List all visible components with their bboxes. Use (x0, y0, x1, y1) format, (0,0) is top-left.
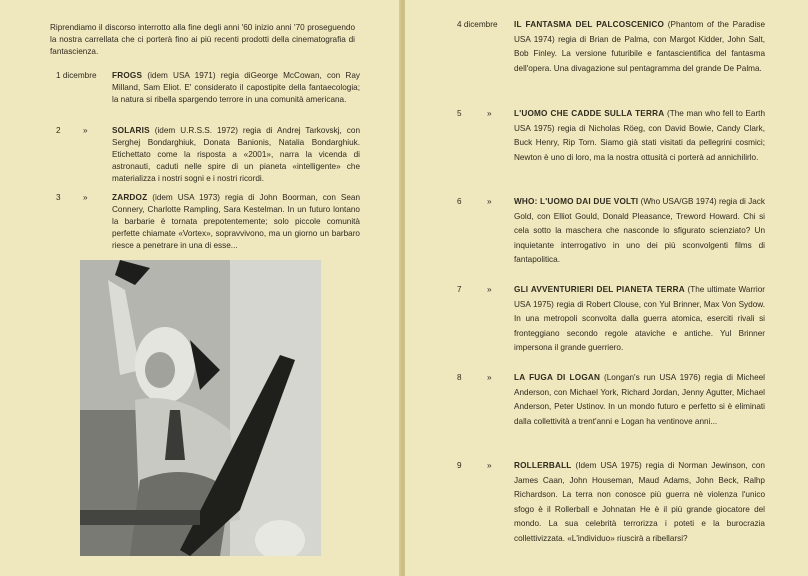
entry-body (514, 195, 765, 268)
entry-date: 5 (457, 109, 462, 118)
ditto-mark: » (487, 285, 492, 294)
film-description: (idem U.R.S.S. 1972) regia di Andrej Tarkovskj, con Serghej Bondarghiuk, Donata Banionis, Natalia Bondarghiuk. Etichettato come la risposta a «2001», narra la vicenda di astronauti, caduti nelle spire di un pianeta «intelligente» che materializza i nostri sogni e i nostri ricordi. (112, 126, 360, 183)
film-description: (Who USA/GB 1974) regia di Jack Gold, con Elliot Gould, Donald Pleasance, Treword Howard. Chi si cela sotto la maschera che nasconde lo sfigurato scienziato? Un inquietante interrogativo in uno dei più sconvolgenti films di fantapolitica. (514, 197, 765, 264)
film-description: (The ultimate Warrior USA 1975) regia di Robert Clouse, con Yul Brinner, Max Von Sydow. In una metropoli sconvolta dalla guerra atomica, eserciti rivali si fronteggiano secondo regole ataviche e antiche. Yul Brinner impersona il grande guerriero. (514, 285, 765, 352)
entry-body (514, 371, 765, 429)
film-title: IL FANTASMA DEL PALCOSCENICO (514, 20, 665, 29)
ditto-mark: » (487, 373, 492, 382)
entry-date: 9 (457, 461, 462, 470)
entry-date: 8 (457, 373, 462, 382)
film-still-illustration (80, 260, 321, 556)
left-page (0, 0, 401, 576)
entry-body (112, 192, 360, 252)
film-title: FROGS (112, 71, 143, 80)
film-description: (idem USA 1971) regia diGeorge McCowan, con Ray Milland, Sam Eliot. E' considerato il capostipite della fantaecologia; la natura si ribella spargendo terrore in una comunità americana. (112, 71, 360, 104)
entry-body (514, 283, 765, 356)
film-title: WHO: L'UOMO DAI DUE VOLTI (514, 197, 639, 206)
entry-date: 6 (457, 197, 462, 206)
entry-body (514, 18, 765, 76)
film-title: SOLARIS (112, 126, 150, 135)
entry-body (112, 70, 360, 106)
entry-date: 3 (56, 193, 61, 202)
film-title: ZARDOZ (112, 193, 148, 202)
film-description: (The man who fell to Earth USA 1975) regia di Nicholas Röeg, con David Bowie, Candy Clark, Buck Henry, Rip Torn. Siamo già stati visitati da pellegrini cosmici; Newton è uno di loro, ma la nostra ottusità ci porterà ad annichilirlo. (514, 109, 766, 162)
film-description: (Longan's run USA 1976) regia di Micheel Anderson, con Michael York, Richard Jordan, Jenny Agutter, Michael Anderson, Peter Ustinov. In un mondo futuro e perfetto si è eliminati dalla collettività a trent'anni e Logan ha ventinove anni... (514, 373, 765, 426)
ditto-mark: » (487, 461, 492, 470)
film-description: (Idem USA 1975) regia di Norman Jewinson, con James Caan, John Houseman, Maud Adams, John Beck, Ralhp Richardson. La terra non conosce più guerra nè violenza l'unico sfogo è il Rollerball e Johnatan He è il più grande giocatore del mondo. La sua celebrità terrorizza i poteti e la burocrazia collettivizzata. «L'individuo» riuscirà a ribellarsi? (514, 461, 765, 543)
film-title: LA FUGA DI LOGAN (514, 373, 601, 382)
entry-date: 7 (457, 285, 462, 294)
entry-body (514, 459, 765, 546)
intro-paragraph: Riprendiamo il discorso interrotto alla fine degli anni '60 inizio anni '70 proseguendo la nostra carrellata che ci porterà fino ai più recenti prodotti della cinematografia di fantascienza. (50, 23, 355, 56)
film-title: GLI AVVENTURIERI DEL PIANETA TERRA (514, 285, 685, 294)
ditto-mark: » (83, 126, 88, 135)
entry-date: 1 dicembre (56, 71, 97, 80)
ditto-mark: » (487, 197, 492, 206)
film-description: (idem USA 1973) regia di John Boorman, con Sean Connery, Charlotte Rampling, Sara Kestelman. In un futuro lontano la barbarie è tornata prepotentemente; solo piccole comunità perfette chiamate «Vortex», sopravvivono, ma un giorno un barbaro riesce a penetrare in una di esse... (112, 193, 360, 250)
ditto-mark: » (83, 193, 88, 202)
film-still-photo (80, 260, 321, 556)
entry-body (514, 107, 765, 165)
entry-body (112, 125, 360, 185)
right-page (405, 0, 808, 576)
film-title: ROLLERBALL (514, 461, 572, 470)
film-title: L'UOMO CHE CADDE SULLA TERRA (514, 109, 665, 118)
ditto-mark: » (487, 109, 492, 118)
entry-date: 4 dicembre (457, 20, 498, 29)
film-description: (Phantom of the Paradise USA 1974) regia di Brian de Palma, con Margot Kidder, John Salt, Bob Finley. La versione futuribile e fantascientifica del fantasma dell'opera. Una divagazione sul pentagramma del grande De Palma. (514, 20, 765, 73)
entry-date: 2 (56, 126, 61, 135)
